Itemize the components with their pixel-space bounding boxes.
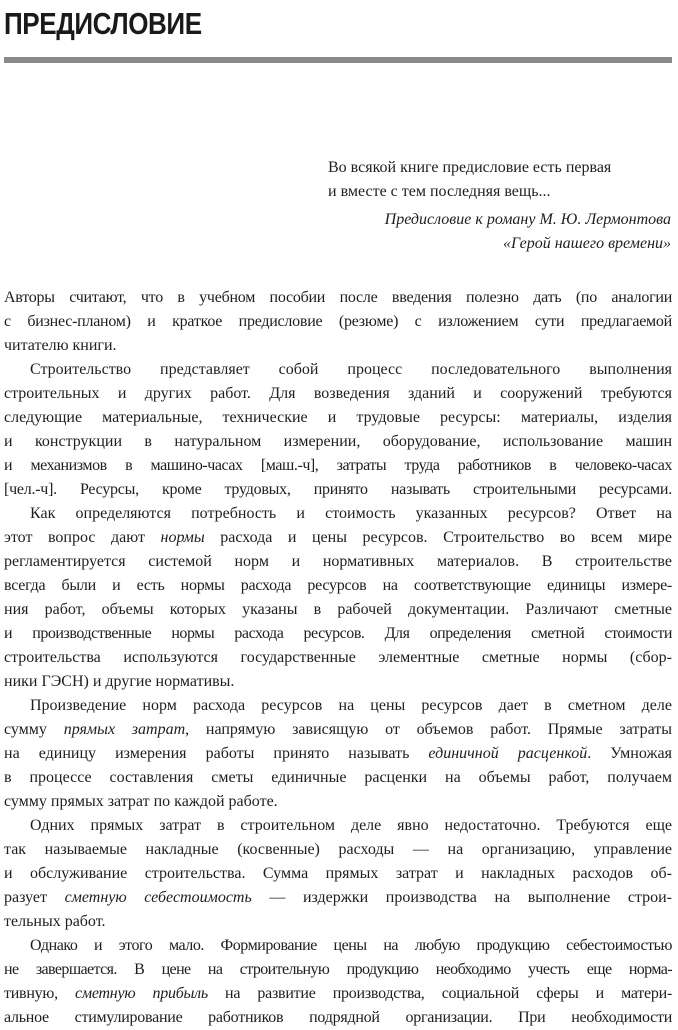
- emphasis-term: нормы: [160, 529, 205, 546]
- chapter-title: ПРЕДИСЛОВИЕ: [4, 6, 202, 41]
- epigraph-line: Во всякой книге предисловие есть первая: [328, 159, 612, 176]
- text-line: в процессе составления сметы единичные расценки на объемы работ, получаем: [4, 769, 672, 786]
- text-line: всегда были и есть нормы расхода ресурсов на соответствующие единицы измере-: [4, 577, 672, 594]
- text-line: этот вопрос дают нормы расхода и цены ресурсов. Строительство во всем мире: [4, 529, 672, 546]
- text-line: следующие материальные, технические и трудовые ресурсы: материалы, изделия: [4, 409, 672, 426]
- text-line: ники ГЭСН) и другие нормативы.: [4, 673, 235, 690]
- text-line: регламентируется системой норм и нормативных материалов. В строительстве: [4, 553, 672, 570]
- text-line: строительства используются государственные элементные сметные нормы (сбор-: [4, 649, 672, 666]
- text-line: сумму прямых затрат, напрямую зависящую от объемов работ. Прямые затраты: [4, 721, 672, 738]
- text-line: Произведение норм расхода ресурсов на цены ресурсов дает в сметном деле: [30, 697, 672, 714]
- emphasis-term: прямых затрат: [63, 721, 186, 738]
- emphasis-term: сметную себестоимость: [64, 889, 252, 906]
- body-text: [4, 286, 672, 1030]
- epigraph: [328, 156, 671, 256]
- epigraph-line: и вместе с тем последняя вещь...: [328, 183, 551, 200]
- text-line: с бизнес-планом) и краткое предисловие (резюме) с изложением сути предлагаемой: [4, 313, 672, 330]
- text-line: Авторы считают, что в учебном пособии после введения полезно дать (по аналогии: [4, 289, 672, 306]
- text-line: и механизмов в машино-часах [маш.-ч], затраты труда работников в человеко-часах: [4, 457, 672, 474]
- text-line: разует сметную себестоимость — издержки производства на выполнение строи-: [4, 889, 672, 906]
- text-line: [чел.-ч]. Ресурсы, кроме трудовых, принято называть строительными ресурсами.: [4, 481, 672, 498]
- text-line: альное стимулирование работников подрядной организации. При необходимости: [4, 1009, 672, 1026]
- text-line: читателю книги.: [4, 337, 117, 354]
- text-line: Однако и этого мало. Формирование цены на любую продукцию себестоимостью: [30, 937, 672, 954]
- text-line: тивную, сметную прибыль на развитие производства, социальной сферы и матери-: [4, 985, 672, 1002]
- text-line: и конструкции в натуральном измерении, оборудование, использование машин: [4, 433, 672, 450]
- text-line: и обслуживание строительства. Сумма прямых затрат и накладных расходов об-: [4, 865, 672, 882]
- text-line: Как определяются потребность и стоимость указанных ресурсов? Ответ на: [30, 505, 672, 522]
- title-rule: [4, 57, 672, 63]
- text-line: Строительство представляет собой процесс последовательного выполнения: [30, 361, 672, 378]
- text-line: и производственные нормы расхода ресурсов. Для определения сметной стоимости: [4, 625, 672, 642]
- epigraph-source-line: Предисловие к роману М. Ю. Лермонтова: [384, 211, 671, 228]
- text-line: ния работ, объемы которых указаны в рабочей документации. Различают сметные: [4, 601, 672, 618]
- emphasis-term: единичной расценкой: [428, 745, 588, 762]
- emphasis-term: сметную прибыль: [75, 985, 208, 1002]
- text-line: тельных работ.: [4, 913, 106, 930]
- epigraph-source-line: «Герой нашего времени»: [503, 235, 671, 252]
- text-line: Одних прямых затрат в строительном деле явно недостаточно. Требуются еще: [30, 817, 672, 834]
- text-line: на единицу измерения работы принято называть единичной расценкой. Умножая: [4, 745, 672, 762]
- text-line: сумму прямых затрат по каждой работе.: [4, 793, 278, 810]
- epigraph-source: [328, 208, 671, 256]
- text-line: не завершается. В цене на строительную продукцию необходимо учесть еще норма-: [4, 961, 672, 978]
- text-line: строительных и других работ. Для возведения зданий и сооружений требуются: [4, 385, 672, 402]
- text-line: так называемые накладные (косвенные) расходы — на организацию, управление: [4, 841, 672, 858]
